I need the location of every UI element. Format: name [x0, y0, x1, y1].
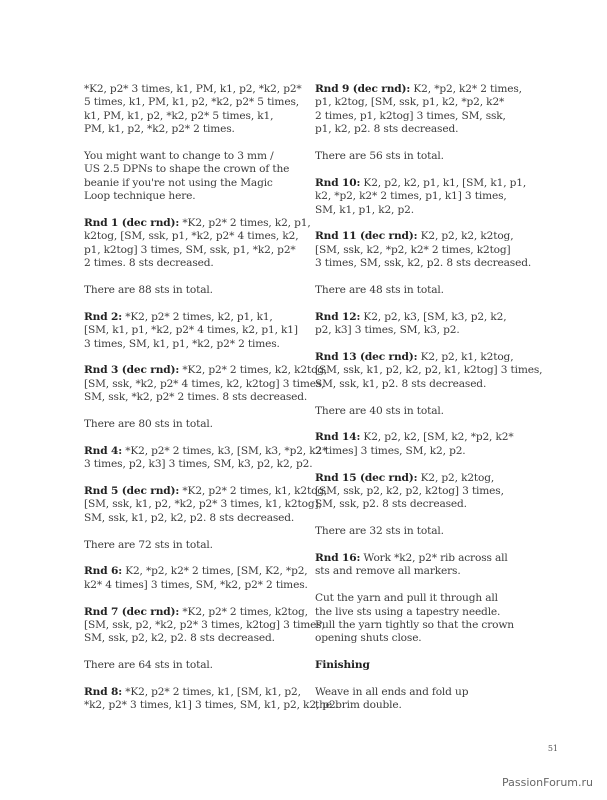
line-text: There are 64 sts in total.	[84, 659, 213, 672]
round-instruction	[315, 230, 539, 270]
text-line	[84, 123, 312, 136]
round-label: Rnd 14:	[315, 431, 361, 444]
line-text: Loop technique here.	[84, 190, 196, 203]
line-text: the brim double.	[315, 699, 402, 712]
line-text: [SM, ssk, k1, p2, k2, p2, k1, k2tog] 3 times,	[315, 364, 543, 377]
line-text: K2, p2, k2, k2tog,	[417, 230, 514, 243]
round-instruction	[84, 605, 325, 646]
text-line	[315, 244, 539, 257]
line-text: *K2, p2* 2 times, k2tog,	[179, 605, 308, 618]
text-line	[84, 96, 312, 109]
line-text: Pull the yarn tightly so that the crown	[315, 619, 514, 632]
round-instruction	[315, 83, 539, 137]
text-line	[315, 525, 539, 538]
line-text: [SM, ssk, p2, k2, p2, k2tog] 3 times,	[315, 485, 504, 498]
line-text: SM, ssk, k1, p2. 8 sts decreased.	[315, 377, 487, 390]
line-text: 2 times. 8 sts decreased.	[84, 257, 214, 270]
round-instruction	[84, 686, 339, 713]
line-text: 3 times, SM, k1, p1, *k2, p2* 2 times.	[84, 337, 280, 350]
round-label: Rnd 6:	[84, 565, 122, 578]
round-label: Rnd 16:	[315, 552, 361, 565]
text-line	[315, 565, 539, 578]
text-line	[84, 539, 312, 552]
text-line	[84, 632, 312, 645]
round-instruction	[84, 364, 328, 404]
round-instruction	[315, 472, 539, 512]
round-instruction	[315, 552, 539, 579]
line-text: There are 40 sts in total.	[315, 404, 444, 417]
text-line	[315, 632, 539, 645]
line-text: SM, k1, p1, k2, p2.	[315, 203, 414, 216]
pattern-paragraph	[84, 150, 312, 204]
line-text: p1, k2, p2. 8 sts decreased.	[315, 123, 459, 136]
line-text: [SM, ssk, *k2, p2* 4 times, k2, k2tog] 3 times,	[84, 377, 325, 390]
pattern-paragraph	[315, 592, 539, 646]
line-text: p1, k2tog, [SM, ssk, p1, k2, *p2, k2*	[315, 96, 505, 109]
text-line	[84, 377, 325, 391]
text-line	[84, 498, 322, 511]
text-line	[84, 391, 312, 404]
line-text: *K2, p2* 2 times, k1, [SM, k1, p2,	[121, 686, 301, 699]
text-line	[84, 284, 312, 297]
text-line	[84, 190, 312, 203]
line-text: 2 times] 3 times, SM, k2, p2.	[315, 444, 466, 457]
pattern-paragraph	[315, 525, 539, 538]
text-line	[315, 311, 539, 324]
text-line	[84, 619, 325, 632]
pattern-paragraph	[84, 284, 312, 297]
text-line	[315, 378, 539, 391]
text-line	[84, 338, 312, 351]
pattern-paragraph	[315, 686, 539, 713]
text-line	[315, 498, 539, 511]
text-line	[84, 324, 312, 337]
round-label: Rnd 15 (dec rnd):	[315, 471, 418, 484]
line-text: opening shuts close.	[315, 632, 422, 645]
line-text: SM, ssk, *k2, p2* 2 times. 8 sts decreased.	[84, 391, 308, 404]
text-line	[84, 244, 312, 257]
text-line	[315, 284, 539, 297]
text-line	[315, 204, 539, 217]
line-text: SM, ssk, k1, p2, k2, p2. 8 sts decreased.	[84, 511, 295, 524]
text-line	[84, 659, 312, 672]
text-line	[84, 579, 312, 592]
text-line	[315, 592, 539, 605]
text-line	[315, 686, 539, 699]
line-text: There are 72 sts in total.	[84, 538, 213, 551]
round-instruction	[315, 311, 539, 338]
round-instruction	[315, 351, 543, 391]
line-text: Work *k2, p2* rib across all	[360, 552, 508, 565]
pattern-paragraph	[315, 284, 539, 297]
text-line	[315, 177, 539, 190]
line-text: K2, p2, k3, [SM, k3, p2, k2,	[360, 310, 507, 323]
line-text: p2, k3] 3 times, SM, k3, p2.	[315, 324, 460, 337]
text-line	[84, 606, 312, 619]
text-line	[315, 619, 539, 632]
text-line	[315, 83, 539, 96]
line-text: 2 times, p1, k2tog] 3 times, SM, ssk,	[315, 109, 506, 122]
text-line	[315, 472, 539, 485]
text-line	[315, 96, 539, 109]
text-line	[315, 552, 539, 565]
text-line	[315, 364, 543, 377]
text-line	[315, 123, 539, 136]
pattern-paragraph	[84, 659, 312, 672]
right-column	[315, 83, 543, 726]
text-line	[84, 257, 312, 270]
round-instruction	[84, 311, 312, 351]
round-label: Rnd 13 (dec rnd):	[315, 351, 418, 364]
line-text: *K2, p2* 3 times, k1, PM, k1, p2, *k2, p2*	[84, 83, 302, 95]
pattern-paragraph	[84, 83, 312, 137]
line-text: k2tog, [SM, ssk, p1, *k2, p2* 4 times, k2,	[84, 230, 299, 243]
text-line	[84, 686, 312, 699]
round-label: Rnd 3 (dec rnd):	[84, 364, 180, 377]
round-label: Rnd 5 (dec rnd):	[84, 485, 180, 498]
line-text: Cut the yarn and pull it through all	[315, 592, 498, 605]
pattern-paragraph	[84, 418, 312, 431]
line-text: There are 48 sts in total.	[315, 284, 444, 297]
text-line	[84, 217, 312, 230]
line-text: *K2, p2* 2 times, k3, [SM, k3, *p2, k2*	[121, 444, 328, 457]
text-line	[84, 565, 312, 578]
round-label: Rnd 1 (dec rnd):	[84, 217, 180, 230]
text-line	[315, 606, 539, 619]
line-text: [SM, ssk, p2, *k2, p2* 3 times, k2tog] 3 times,	[84, 619, 325, 632]
text-line	[315, 405, 539, 418]
round-label: Rnd 11 (dec rnd):	[315, 230, 418, 243]
round-instruction	[315, 177, 539, 217]
text-line	[315, 324, 539, 337]
line-text: Weave in all ends and fold up	[315, 686, 469, 699]
line-text: *K2, p2* 2 times, k1, k2tog,	[179, 485, 328, 498]
line-text: K2, p2, k2, p1, k1, [SM, k1, p1,	[360, 176, 527, 189]
line-text: [SM, k1, p1, *k2, p2* 4 times, k2, p1, k1]	[84, 324, 298, 337]
text-line	[84, 485, 328, 498]
line-text: 3 times, SM, ssk, k2, p2. 8 sts decreased.	[315, 257, 532, 270]
line-text: *K2, p2* 2 times, k2, p1,	[179, 217, 311, 230]
line-text: K2, p2, k2tog,	[417, 471, 495, 484]
text-line	[315, 110, 539, 123]
round-label: Rnd 7 (dec rnd):	[84, 605, 180, 618]
text-line	[315, 485, 539, 498]
text-line	[84, 311, 312, 324]
round-instruction	[84, 565, 312, 592]
text-line	[84, 444, 328, 458]
text-line	[84, 150, 312, 163]
round-label: Rnd 12:	[315, 310, 361, 323]
text-line	[84, 230, 312, 243]
line-text: sts and remove all markers.	[315, 565, 461, 578]
text-line	[315, 150, 539, 163]
round-instruction	[84, 444, 328, 472]
round-instruction	[84, 217, 312, 271]
line-text: SM, ssk, p2. 8 sts decreased.	[315, 498, 467, 511]
text-line	[315, 445, 539, 458]
line-text: K2, p2, k2, [SM, k2, *p2, k2*	[360, 431, 514, 444]
line-text: PM, k1, p2, *k2, p2* 2 times.	[84, 123, 235, 136]
line-text: [SM, ssk, k1, p2, *k2, p2* 3 times, k1, k2tog],	[84, 498, 322, 511]
round-label: Rnd 8:	[84, 686, 122, 699]
line-text: beanie if you're not using the Magic	[84, 176, 273, 189]
line-text: *k2, p2* 3 times, k1] 3 times, SM, k1, p2, k2, p2.	[84, 699, 339, 712]
text-line	[84, 177, 312, 190]
text-line	[84, 418, 312, 431]
line-text: There are 56 sts in total.	[315, 150, 444, 163]
line-text: k2* 4 times] 3 times, SM, *k2, p2* 2 times.	[84, 578, 308, 591]
text-line	[315, 230, 539, 243]
line-text: There are 80 sts in total.	[84, 418, 213, 431]
round-instruction	[315, 431, 539, 458]
line-text: [SM, ssk, k2, *p2, k2* 2 times, k2tog]	[315, 243, 511, 256]
line-text: You might want to change to 3 mm /	[84, 150, 274, 163]
text-line	[315, 257, 539, 270]
pattern-paragraph	[315, 150, 539, 163]
text-line	[84, 110, 312, 123]
text-line	[84, 83, 312, 96]
line-text: US 2.5 DPNs to shape the crown of the	[84, 163, 290, 176]
line-text: K2, p2, k1, k2tog,	[417, 351, 514, 364]
text-line	[315, 431, 539, 444]
line-text: *K2, p2* 2 times, k2, k2tog,	[179, 364, 328, 377]
line-text: *K2, p2* 2 times, k2, p1, k1,	[121, 310, 273, 323]
watermark: PassionForum.ru	[502, 776, 593, 789]
text-line	[84, 458, 312, 471]
page-number: 51	[547, 744, 558, 753]
line-text: SM, ssk, p2, k2, p2. 8 sts decreased.	[84, 632, 275, 645]
round-label: Rnd 2:	[84, 310, 122, 323]
pattern-paragraph	[315, 405, 539, 418]
text-line	[84, 364, 328, 377]
text-line	[84, 699, 339, 712]
line-text: K2, *p2, k2* 2 times,	[410, 83, 522, 95]
text-line	[315, 699, 539, 712]
round-label: Rnd 4:	[84, 444, 122, 457]
line-text: K2, *p2, k2* 2 times, [SM, K2, *p2,	[121, 565, 308, 578]
text-line	[84, 163, 312, 176]
line-text: p1, k2tog] 3 times, SM, ssk, p1, *k2, p2*	[84, 243, 296, 256]
section-heading: Finishing	[315, 659, 370, 672]
text-line	[84, 512, 312, 525]
line-text: There are 32 sts in total.	[315, 525, 444, 538]
line-text: k1, PM, k1, p2, *k2, p2* 5 times, k1,	[84, 109, 274, 122]
text-line	[315, 190, 539, 203]
round-label: Rnd 9 (dec rnd):	[315, 83, 411, 95]
pattern-paragraph	[84, 539, 312, 552]
line-text: the live sts using a tapestry needle.	[315, 605, 501, 618]
line-text: 3 times, p2, k3] 3 times, SM, k3, p2, k2, p2.	[84, 458, 313, 471]
line-text: k2, *p2, k2* 2 times, p1, k1] 3 times,	[315, 190, 507, 203]
text-line	[315, 351, 539, 364]
round-label: Rnd 10:	[315, 176, 361, 189]
line-text: There are 88 sts in total.	[84, 284, 213, 297]
line-text: 5 times, k1, PM, k1, p2, *k2, p2* 5 times,	[84, 96, 299, 109]
round-instruction	[84, 485, 328, 525]
